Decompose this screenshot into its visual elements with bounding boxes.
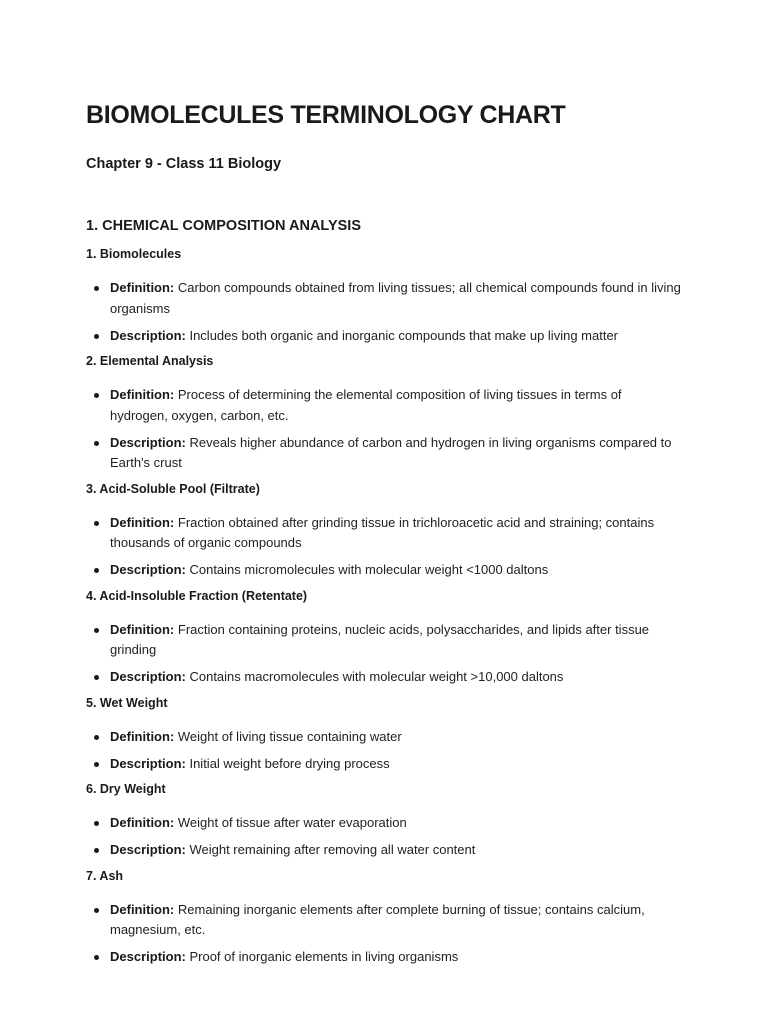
description-item	[86, 754, 682, 775]
definition-label: Definition:	[110, 728, 175, 744]
term-acid-insoluble-fraction	[86, 588, 682, 688]
document-subtitle: Chapter 9 - Class 11 Biology	[86, 156, 282, 172]
description-text: Includes both organic and inorganic compounds that make up living matter	[189, 327, 618, 343]
definition-label: Definition:	[110, 387, 175, 402]
description-label: Description:	[110, 669, 186, 684]
term-acid-soluble-pool	[86, 481, 682, 581]
section-heading: 1. CHEMICAL COMPOSITION ANALYSIS	[86, 218, 361, 234]
term-title: 7. Ash	[86, 868, 124, 883]
definition-text: Fraction obtained after grinding tissue in trichloroacetic acid and straining; contains thousands of organic compounds	[110, 514, 655, 550]
definition-text: Weight of living tissue containing water	[177, 728, 402, 744]
definition-label: Definition:	[110, 280, 175, 295]
bullet-icon	[94, 441, 99, 446]
definition-text: Fraction containing proteins, nucleic acids, polysaccharides, and lipids after tissue grinding	[110, 621, 650, 657]
bullet-icon	[94, 955, 99, 960]
definition-item	[86, 620, 682, 661]
term-biomolecules	[86, 246, 682, 346]
document-title: BIOMOLECULES TERMINOLOGY CHART	[86, 101, 566, 129]
description-item	[86, 433, 682, 474]
description-text: Weight remaining after removing all water content	[189, 842, 476, 857]
term-title: 6. Dry Weight	[86, 782, 166, 796]
section-chemical-composition	[86, 216, 682, 968]
bullet-icon	[94, 908, 99, 913]
definition-label: Definition:	[110, 815, 175, 830]
term-bullet-list	[86, 727, 682, 775]
bullet-icon	[94, 393, 99, 398]
definition-text: Carbon compounds obtained from living tissues; all chemical compounds found in living organisms	[110, 280, 681, 316]
term-bullet-list	[86, 385, 682, 474]
description-text: Reveals higher abundance of carbon and hydrogen in living organisms compared to Earth's crust	[110, 434, 672, 470]
bullet-icon	[94, 521, 99, 526]
definition-item	[86, 727, 682, 748]
description-item	[86, 667, 682, 688]
term-elemental-analysis	[86, 353, 682, 474]
definition-item	[86, 813, 682, 834]
bullet-icon	[94, 628, 99, 633]
term-bullet-list	[86, 278, 682, 346]
definition-label: Definition:	[110, 901, 175, 917]
description-label: Description:	[110, 562, 186, 577]
description-item	[86, 326, 682, 347]
term-title: 4. Acid-Insoluble Fraction (Retentate)	[86, 588, 308, 603]
definition-text: Process of determining the elemental composition of living tissues in terms of hydrogen, oxygen, carbon, etc.	[110, 387, 622, 423]
bullet-icon	[94, 286, 99, 291]
term-title: 3. Acid-Soluble Pool (Filtrate)	[86, 481, 260, 496]
bullet-icon	[94, 821, 99, 826]
term-title: 5. Wet Weight	[86, 695, 168, 710]
term-bullet-list	[86, 513, 682, 581]
term-wet-weight	[86, 695, 682, 775]
definition-item	[86, 385, 682, 426]
description-text: Contains micromolecules with molecular weight <1000 daltons	[189, 562, 549, 577]
description-text: Proof of inorganic elements in living organisms	[189, 949, 459, 964]
definition-label: Definition:	[110, 514, 175, 530]
description-text: Initial weight before drying process	[189, 755, 390, 771]
definition-item	[86, 900, 682, 941]
term-dry-weight	[86, 781, 682, 861]
description-item	[86, 560, 682, 581]
bullet-icon	[94, 848, 99, 853]
description-label: Description:	[110, 327, 186, 343]
definition-item	[86, 278, 682, 319]
description-item	[86, 840, 682, 861]
bullet-icon	[94, 762, 99, 767]
description-item	[86, 947, 682, 968]
definition-text: Remaining inorganic elements after complete burning of tissue; contains calcium, magnesium, etc.	[110, 901, 645, 937]
bullet-icon	[94, 334, 99, 339]
description-text: Contains macromolecules with molecular weight >10,000 daltons	[189, 669, 564, 684]
term-bullet-list	[86, 813, 682, 861]
definition-label: Definition:	[110, 621, 175, 637]
term-title: 1. Biomolecules	[86, 247, 182, 261]
definition-text: Weight of tissue after water evaporation	[177, 815, 407, 830]
definition-item	[86, 513, 682, 554]
description-label: Description:	[110, 949, 186, 964]
term-bullet-list	[86, 620, 682, 688]
bullet-icon	[94, 735, 99, 740]
description-label: Description:	[110, 434, 186, 450]
bullet-icon	[94, 568, 99, 573]
term-ash	[86, 868, 682, 968]
description-label: Description:	[110, 842, 186, 857]
description-label: Description:	[110, 755, 186, 771]
term-bullet-list	[86, 900, 682, 968]
bullet-icon	[94, 675, 99, 680]
term-title: 2. Elemental Analysis	[86, 354, 214, 368]
